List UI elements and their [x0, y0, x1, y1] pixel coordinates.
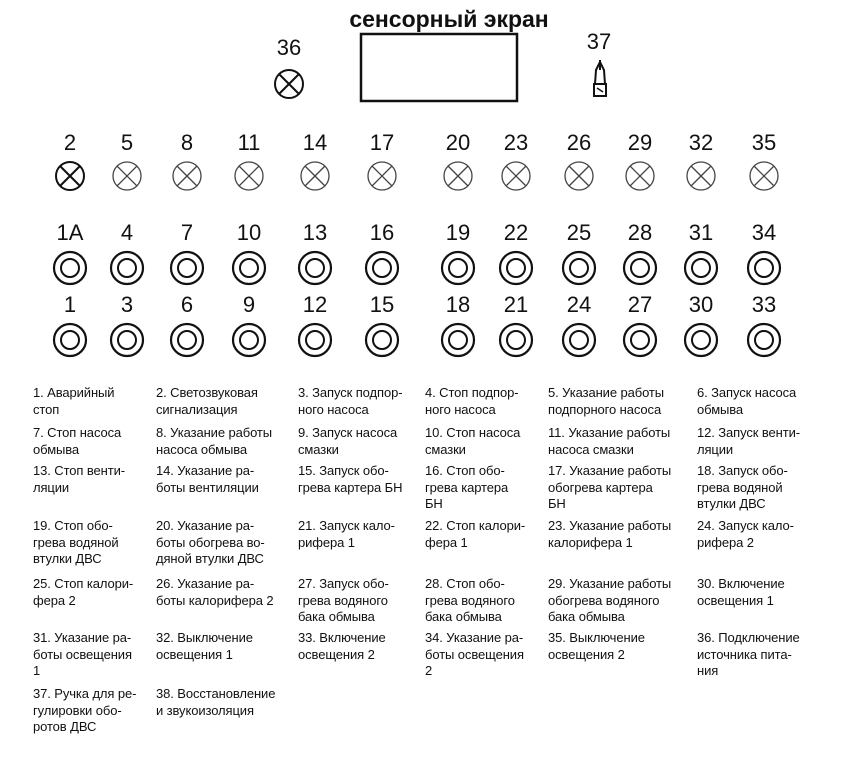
crossed-lamp-icon — [687, 162, 715, 190]
push-button-icon[interactable] — [299, 324, 331, 356]
legend-line: бака обмыва — [425, 609, 502, 624]
legend-line: 22. Стоп калори- — [425, 518, 526, 533]
legend-line: 2 — [425, 663, 433, 678]
knob-37-label: 37 — [586, 29, 612, 54]
legend-item — [298, 518, 438, 551]
legend-item — [33, 518, 173, 568]
crossed-lamp-icon — [750, 162, 778, 190]
legend-line: 6. Запуск насоса — [697, 385, 797, 400]
push-button-icon[interactable] — [685, 324, 717, 356]
legend-line: дяной втулки ДВС — [156, 551, 264, 566]
legend-line: 5. Указание работы — [548, 385, 665, 400]
legend-line: втулки ДВС — [33, 551, 102, 566]
legend-item — [298, 385, 438, 418]
legend-line: 32. Выключение — [156, 630, 253, 645]
legend-item — [33, 425, 173, 458]
lamp-number-label: 11 — [237, 130, 261, 155]
push-button-9[interactable] — [233, 292, 265, 356]
lamp-number-label: 2 — [63, 130, 77, 155]
legend-line: 18. Запуск обо- — [697, 463, 788, 478]
legend-line: рифера 1 — [298, 534, 355, 550]
button-number-label: 21 — [503, 292, 529, 317]
push-button-icon[interactable] — [233, 252, 265, 284]
legend-line: 11. Указание работы — [548, 425, 671, 440]
legend-item — [298, 576, 438, 626]
push-button-icon[interactable] — [563, 324, 595, 356]
legend-line: ного насоса — [298, 401, 369, 417]
push-button-7[interactable] — [171, 220, 203, 284]
button-number-label: 28 — [627, 220, 653, 245]
push-button-icon[interactable] — [500, 252, 532, 284]
legend-line: 36. Подключение — [697, 630, 800, 645]
legend-line: фера 1 — [425, 534, 468, 550]
power-source-lamp-icon — [275, 70, 303, 98]
indicator-lamp-17 — [368, 130, 396, 190]
legend-line: 20. Указание ра- — [156, 518, 255, 533]
legend-line: грева водяного — [298, 592, 388, 608]
button-number-label: 31 — [688, 220, 714, 245]
button-number-label: 4 — [120, 220, 134, 245]
legend-item — [298, 630, 438, 663]
push-button-1А[interactable] — [54, 220, 86, 284]
rpm-knob-icon[interactable] — [594, 60, 606, 96]
legend-item — [33, 463, 173, 496]
legend-item — [156, 463, 296, 496]
push-button-16[interactable] — [366, 220, 398, 284]
touch-screen[interactable] — [361, 34, 517, 101]
legend-line: 37. Ручка для ре- — [33, 686, 137, 701]
legend-line: 4. Стоп подпор- — [425, 385, 519, 400]
legend-item — [425, 463, 565, 513]
legend-line: БН — [425, 496, 443, 511]
legend-line: 17. Указание работы — [548, 463, 672, 478]
push-button-icon[interactable] — [233, 324, 265, 356]
lamp-number-label: 32 — [688, 130, 714, 155]
legend-line: 9. Запуск насоса — [298, 425, 398, 440]
push-button-22[interactable] — [500, 220, 532, 284]
legend-item — [425, 518, 565, 551]
legend-line: смазки — [298, 441, 339, 457]
legend-line: гулировки обо- — [33, 702, 122, 718]
legend-item — [156, 576, 296, 609]
push-button-21[interactable] — [500, 292, 532, 356]
legend-line: 28. Стоп обо- — [425, 576, 505, 591]
legend-line: 1 — [33, 663, 41, 678]
lamp-number-label: 5 — [120, 130, 134, 155]
legend-item — [425, 425, 565, 458]
push-button-icon[interactable] — [54, 252, 86, 284]
legend-line: 12. Запуск венти- — [697, 425, 800, 440]
lamp-36-label: 36 — [276, 35, 302, 60]
push-button-icon[interactable] — [624, 324, 656, 356]
legend-line: 21. Запуск кало- — [298, 518, 395, 533]
legend-line: ляции — [697, 441, 734, 457]
push-button-24[interactable] — [563, 292, 595, 356]
legend-line: грева водяного — [425, 592, 515, 608]
legend-line: подпорного насоса — [548, 401, 662, 417]
screen-label: сенсорный экран — [349, 6, 549, 32]
legend-line: 19. Стоп обо- — [33, 518, 113, 533]
button-number-label: 12 — [302, 292, 328, 317]
push-button-icon[interactable] — [171, 252, 203, 284]
legend-line: 24. Запуск кало- — [697, 518, 794, 533]
legend-line: 10. Стоп насоса — [425, 425, 521, 440]
lamp-number-label: 26 — [566, 130, 592, 155]
indicator-lamp-2 — [56, 130, 84, 190]
push-button-icon[interactable] — [442, 252, 474, 284]
push-button-1[interactable] — [54, 292, 86, 356]
indicator-lamp-20 — [444, 130, 472, 190]
push-button-icon[interactable] — [442, 324, 474, 356]
push-button-4[interactable] — [111, 220, 143, 284]
indicator-lamp-11 — [235, 130, 263, 190]
lamp-number-label: 20 — [445, 130, 471, 155]
button-number-label: 22 — [503, 220, 529, 245]
lamp-number-label: 23 — [503, 130, 529, 155]
legend-line: боты освещения — [425, 646, 524, 662]
legend-line: грева картера БН — [298, 479, 403, 495]
legend-line: 7. Стоп насоса — [33, 425, 122, 440]
legend-line: 34. Указание ра- — [425, 630, 524, 645]
legend-line: 1. Аварийный — [33, 385, 115, 400]
legend-line: освещения 1 — [156, 646, 233, 662]
legend-item — [156, 385, 296, 418]
legend-item — [425, 385, 565, 418]
legend-line: ляции — [33, 479, 70, 495]
push-button-19[interactable] — [442, 220, 474, 284]
crossed-lamp-icon — [113, 162, 141, 190]
indicator-lamps — [56, 130, 778, 190]
legend-line: 29. Указание работы — [548, 576, 672, 591]
legend-line: калорифера 1 — [548, 534, 633, 550]
push-button-icon[interactable] — [171, 324, 203, 356]
legend-line: сигнализация — [156, 401, 238, 417]
indicator-lamp-26 — [565, 130, 593, 190]
legend-item — [156, 630, 296, 663]
legend-item — [697, 518, 837, 551]
push-button-icon[interactable] — [299, 252, 331, 284]
legend-line: и звукоизоляция — [156, 702, 254, 718]
push-button-6[interactable] — [171, 292, 203, 356]
legend-line: 2. Светозвуковая — [156, 385, 258, 400]
legend-line: фера 2 — [33, 592, 76, 608]
legend-line: 14. Указание ра- — [156, 463, 255, 478]
legend-item — [548, 425, 688, 458]
push-button-28[interactable] — [624, 220, 656, 284]
indicator-lamp-5 — [113, 130, 141, 190]
button-number-label: 19 — [445, 220, 471, 245]
legend-line: смазки — [425, 441, 466, 457]
legend-line: 33. Включение — [298, 630, 386, 645]
crossed-lamp-icon — [502, 162, 530, 190]
legend-line: насоса смазки — [548, 441, 634, 457]
legend-item — [33, 630, 173, 680]
legend-item — [425, 630, 565, 680]
legend-line: ния — [697, 663, 719, 678]
legend-line: 30. Включение — [697, 576, 785, 591]
button-number-label: 1А — [56, 220, 84, 245]
legend-line: БН — [548, 496, 566, 511]
button-number-label: 33 — [751, 292, 777, 317]
legend-item — [697, 576, 837, 609]
legend-item — [33, 385, 173, 418]
legend-line: 26. Указание ра- — [156, 576, 255, 591]
legend-line: 35. Выключение — [548, 630, 645, 645]
indicator-lamp-32 — [687, 130, 715, 190]
push-button-icon[interactable] — [366, 252, 398, 284]
push-button-33[interactable] — [748, 292, 780, 356]
legend-line: 31. Указание ра- — [33, 630, 132, 645]
legend-line: ного насоса — [425, 401, 496, 417]
legend-item — [156, 686, 296, 719]
legend-line: боты освещения — [33, 646, 132, 662]
push-button-icon[interactable] — [111, 324, 143, 356]
legend-line: грева водяной — [697, 479, 783, 495]
indicator-lamp-29 — [626, 130, 654, 190]
lamp-number-label: 8 — [180, 130, 194, 155]
legend-item — [156, 518, 296, 568]
push-button-icon[interactable] — [624, 252, 656, 284]
push-button-34[interactable] — [748, 220, 780, 284]
legend-line: 23. Указание работы — [548, 518, 672, 533]
legend-line: 8. Указание работы — [156, 425, 273, 440]
legend-line: обогрева водяного — [548, 592, 660, 608]
lamp-number-label: 29 — [627, 130, 653, 155]
legend-line: 13. Стоп венти- — [33, 463, 125, 478]
legend-line: ротов ДВС — [33, 719, 97, 734]
indicator-lamp-23 — [502, 130, 530, 190]
button-number-label: 13 — [302, 220, 328, 245]
button-number-label: 24 — [566, 292, 592, 317]
lamp-number-label: 14 — [302, 130, 328, 155]
push-button-30[interactable] — [685, 292, 717, 356]
legend-line: 15. Запуск обо- — [298, 463, 389, 478]
button-number-label: 16 — [369, 220, 395, 245]
push-button-3[interactable] — [111, 292, 143, 356]
button-number-label: 9 — [242, 292, 256, 317]
button-number-label: 27 — [627, 292, 653, 317]
legend-line: обмыва — [33, 441, 80, 457]
legend-item — [548, 518, 688, 551]
button-number-label: 30 — [688, 292, 714, 317]
legend-line: источника пита- — [697, 646, 792, 662]
button-number-label: 6 — [180, 292, 194, 317]
crossed-lamp-icon — [235, 162, 263, 190]
legend-item — [298, 463, 438, 496]
legend-line: стоп — [33, 401, 60, 417]
button-number-label: 3 — [120, 292, 134, 317]
push-button-icon[interactable] — [563, 252, 595, 284]
push-button-icon[interactable] — [54, 324, 86, 356]
legend-item — [548, 576, 688, 626]
legend-item — [697, 463, 837, 513]
legend-line: грева водяной — [33, 534, 119, 550]
legend-line: 27. Запуск обо- — [298, 576, 389, 591]
crossed-lamp-icon — [565, 162, 593, 190]
push-buttons — [54, 220, 780, 356]
button-number-label: 7 — [180, 220, 194, 245]
legend-line: бака обмыва — [548, 609, 625, 624]
legend-line: 3. Запуск подпор- — [298, 385, 403, 400]
legend-line: боты обогрева во- — [156, 534, 265, 550]
legend-item — [33, 686, 173, 736]
legend-item — [156, 425, 296, 458]
push-button-icon[interactable] — [111, 252, 143, 284]
legend-item — [548, 385, 688, 418]
push-button-27[interactable] — [624, 292, 656, 356]
legend-line: боты калорифера 2 — [156, 592, 274, 608]
lamp-number-label: 17 — [369, 130, 395, 155]
push-button-icon[interactable] — [748, 252, 780, 284]
button-number-label: 25 — [566, 220, 592, 245]
button-number-label: 15 — [369, 292, 395, 317]
crossed-lamp-icon — [626, 162, 654, 190]
push-button-25[interactable] — [563, 220, 595, 284]
crossed-lamp-icon — [56, 162, 84, 190]
push-button-15[interactable] — [366, 292, 398, 356]
push-button-13[interactable] — [299, 220, 331, 284]
indicator-lamp-14 — [301, 130, 329, 190]
push-button-icon[interactable] — [748, 324, 780, 356]
button-number-label: 10 — [236, 220, 262, 245]
legend-line: 16. Стоп обо- — [425, 463, 505, 478]
legend-item — [548, 463, 688, 513]
legend-item — [697, 385, 837, 418]
legend-line: втулки ДВС — [697, 496, 766, 511]
button-number-label: 18 — [445, 292, 471, 317]
lamp-number-label: 35 — [751, 130, 777, 155]
legend-line: насоса обмыва — [156, 441, 247, 457]
legend-line: обмыва — [697, 401, 744, 417]
crossed-lamp-icon — [173, 162, 201, 190]
legend-line: освещения 1 — [697, 592, 774, 608]
crossed-lamp-icon — [301, 162, 329, 190]
legend-line: освещения 2 — [548, 646, 625, 662]
legend-item — [298, 425, 438, 458]
legend-line: рифера 2 — [697, 534, 754, 550]
push-button-10[interactable] — [233, 220, 265, 284]
crossed-lamp-icon — [368, 162, 396, 190]
crossed-lamp-icon — [444, 162, 472, 190]
push-button-31[interactable] — [685, 220, 717, 284]
legend-line: 25. Стоп калори- — [33, 576, 134, 591]
legend-item — [697, 630, 837, 680]
legend-line: освещения 2 — [298, 646, 375, 662]
legend-item — [697, 425, 837, 458]
push-button-icon[interactable] — [500, 324, 532, 356]
indicator-lamp-35 — [750, 130, 778, 190]
push-button-icon[interactable] — [685, 252, 717, 284]
indicator-lamp-8 — [173, 130, 201, 190]
legend-line: 38. Восстановление — [156, 686, 276, 701]
push-button-12[interactable] — [299, 292, 331, 356]
legend-line: обогрева картера — [548, 479, 653, 495]
legend-item — [425, 576, 565, 626]
legend-line: грева картера — [425, 479, 509, 495]
legend-item — [33, 576, 173, 609]
button-number-label: 34 — [751, 220, 777, 245]
push-button-18[interactable] — [442, 292, 474, 356]
push-button-icon[interactable] — [366, 324, 398, 356]
legend-line: боты вентиляции — [156, 479, 259, 495]
legend-line: бака обмыва — [298, 609, 375, 624]
legend-item — [548, 630, 688, 663]
button-number-label: 1 — [63, 292, 77, 317]
